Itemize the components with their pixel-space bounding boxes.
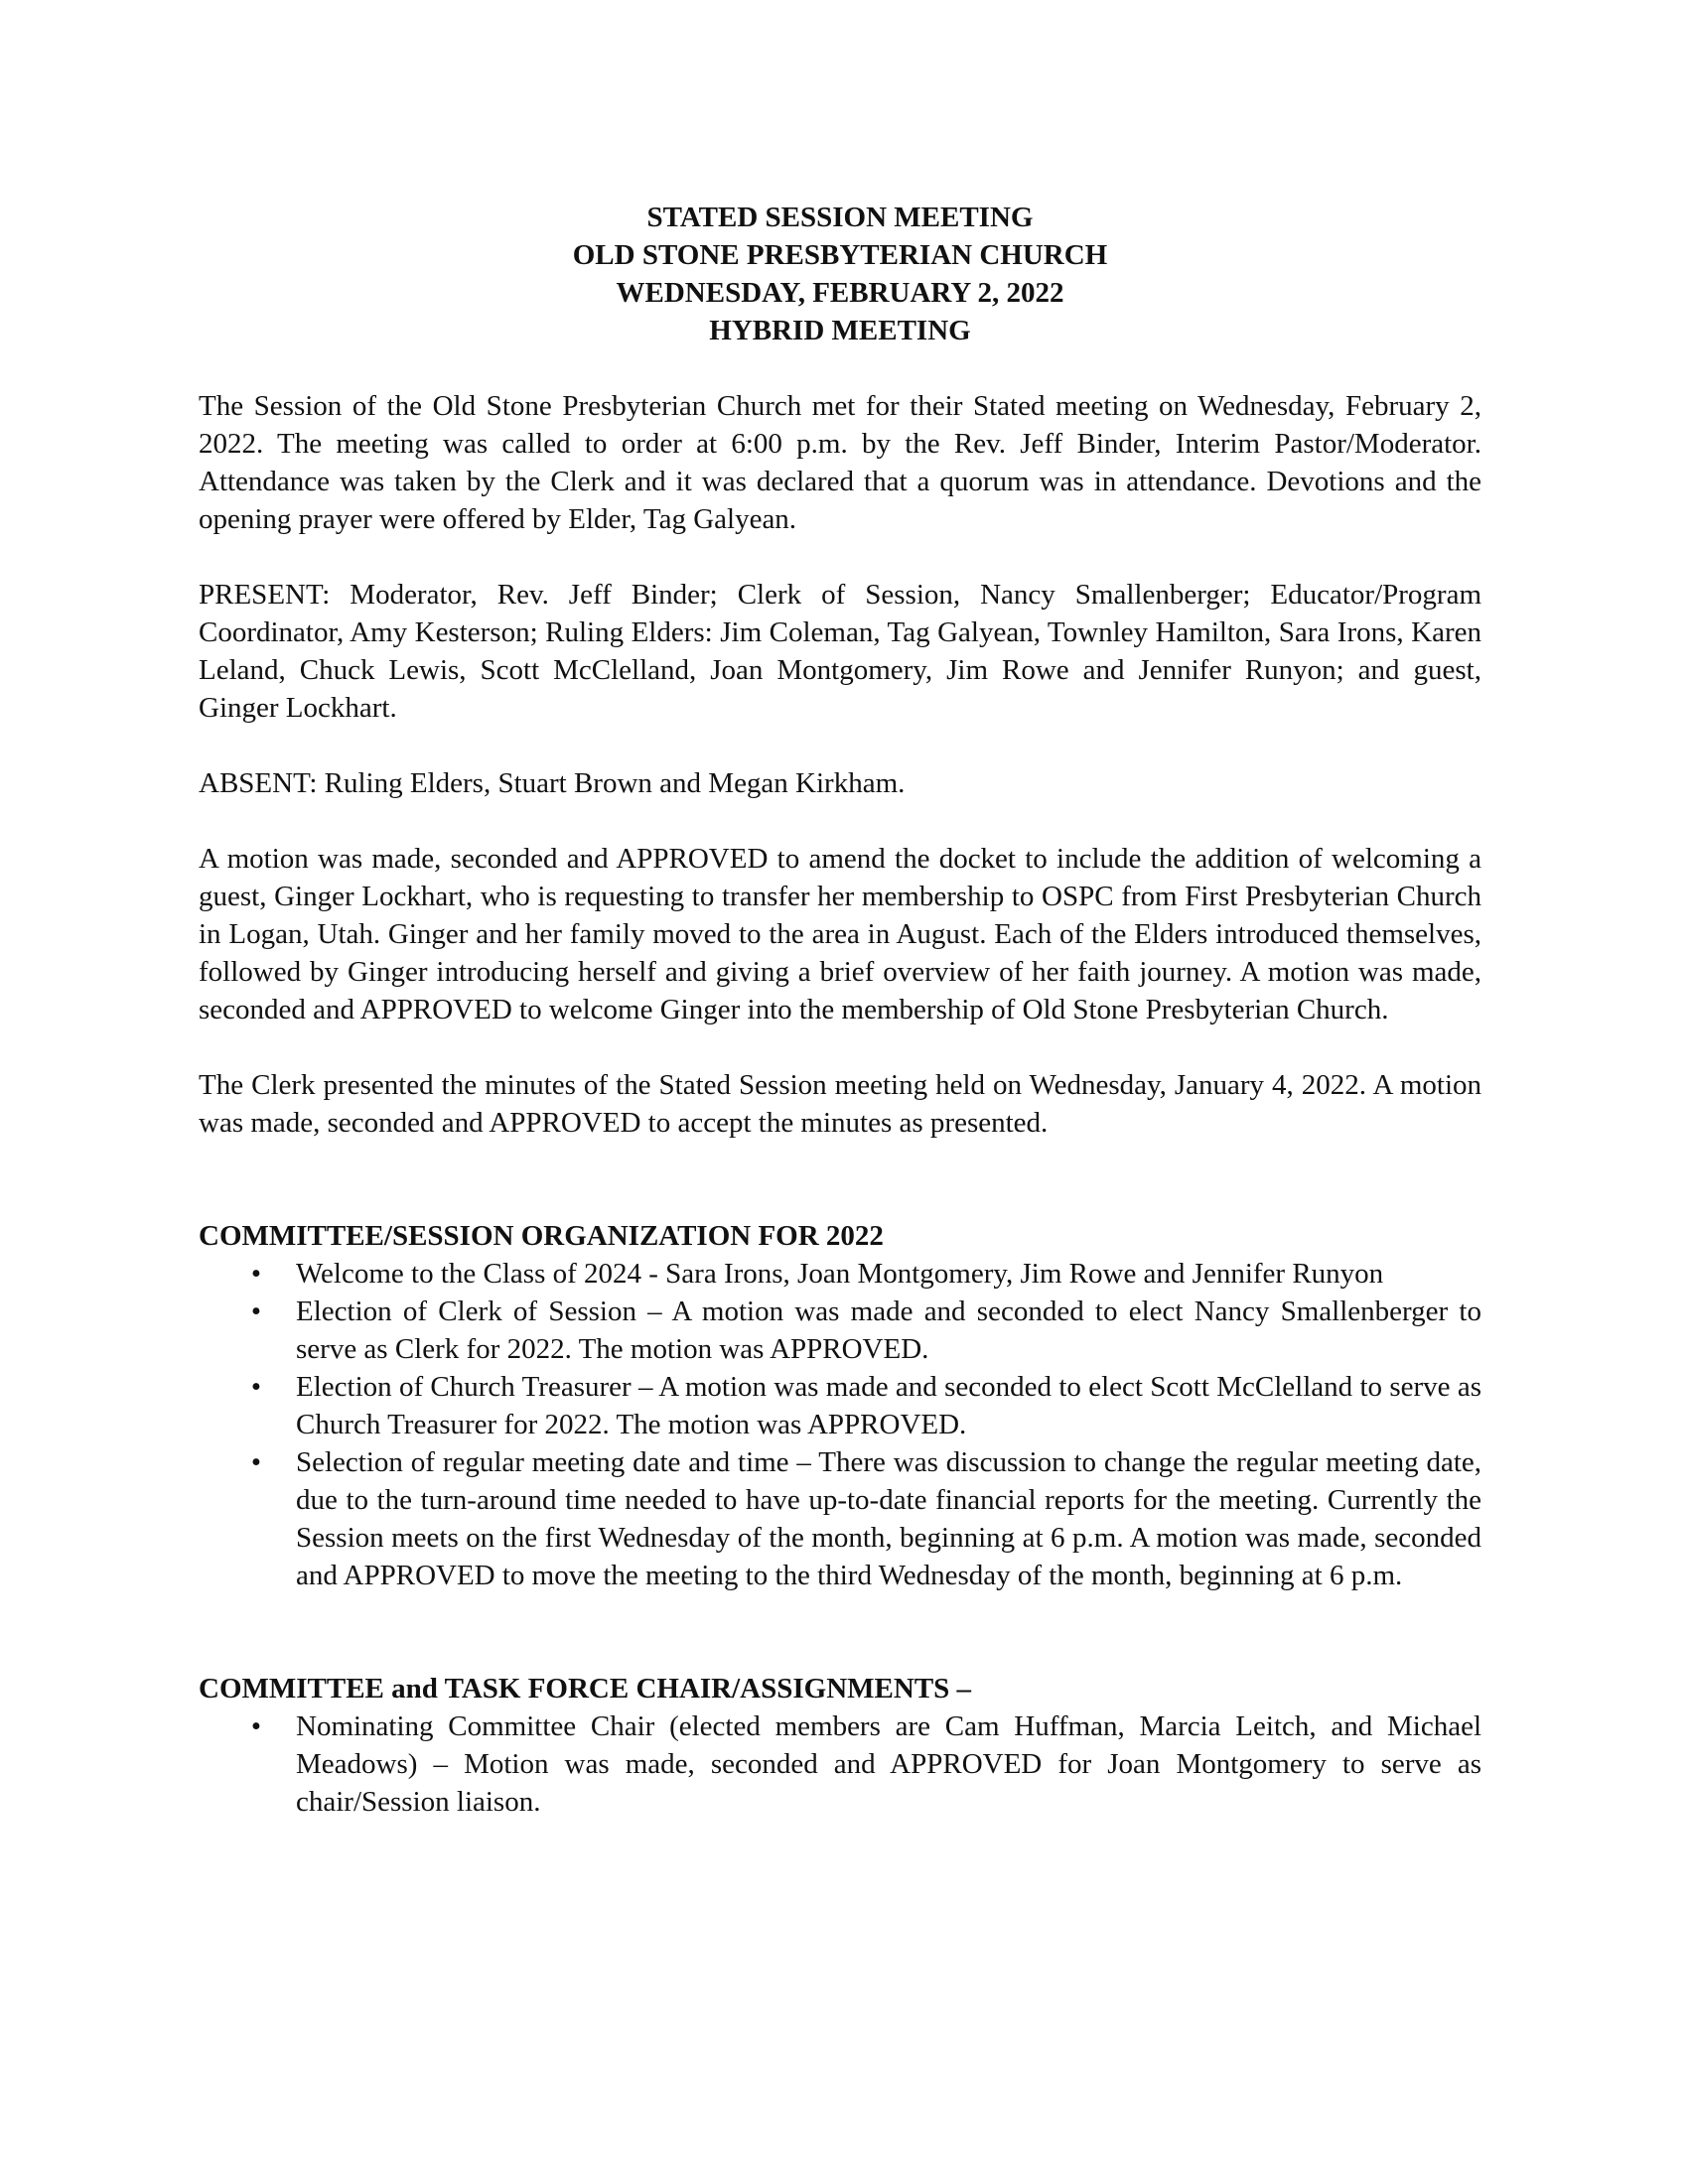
paragraph-call-to-order: The Session of the Old Stone Presbyterian Church met for their Stated meeting on Wednesday, February 2, 2022. The meeting was called to order at 6:00 p.m. by the Rev. Jeff Binder, Interim Pastor/Moderator. Attendance was taken by the Clerk and it was declared that a quorum was in attendance. Devotions and the opening prayer were offered by Elder, Tag Galyean. xyxy=(199,390,1481,535)
document-page xyxy=(199,199,1481,1821)
title-meeting-type: STATED SESSION MEETING xyxy=(646,202,1034,233)
title-church-name: OLD STONE PRESBYTERIAN CHURCH xyxy=(572,239,1108,271)
bullet-icon: • xyxy=(250,1296,262,1327)
list-item-text: Selection of regular meeting date and time – There was discussion to change the regular meeting date, due to the turn-around time needed to have up-to-date financial reports for the meeting. Currently the Session meets on the first Wednesday of the month, beginning at 6 p.m. A motion was made, seconded and APPROVED to move the meeting to the third Wednesday of the month, beginning at 6 p.m. xyxy=(296,1446,1481,1591)
list-item xyxy=(199,1368,1481,1443)
list-item xyxy=(199,1443,1481,1594)
bullet-icon: • xyxy=(250,1371,262,1403)
title-meeting-date: WEDNESDAY, FEBRUARY 2, 2022 xyxy=(616,277,1064,309)
bullet-icon: • xyxy=(250,1710,262,1742)
paragraph-present: PRESENT: Moderator, Rev. Jeff Binder; Clerk of Session, Nancy Smallenberger; Educator/Program Coordinator, Amy Kesterson; Ruling Elders: Jim Coleman, Tag Galyean, Townley Hamilton, Sara Irons, Karen Leland, Chuck Lewis, Scott McClelland, Joan Montgomery, Jim Rowe and Jennifer Runyon; and guest, Ginger Lockhart. xyxy=(199,579,1481,724)
organization-bullet-list xyxy=(199,1255,1481,1594)
list-item xyxy=(199,1707,1481,1821)
list-item-text: Election of Church Treasurer – A motion was made and seconded to elect Scott McClelland to serve as Church Treasurer for 2022. The motion was APPROVED. xyxy=(296,1371,1481,1440)
list-item-text: Nominating Committee Chair (elected members are Cam Huffman, Marcia Leitch, and Michael Meadows) – Motion was made, seconded and APPROVED for Joan Montgomery to serve as chair/Session liaison. xyxy=(296,1710,1481,1818)
assignments-bullet-list xyxy=(199,1707,1481,1821)
paragraph-minutes-approval: The Clerk presented the minutes of the Stated Session meeting held on Wednesday, January 4, 2022. A motion was made, seconded and APPROVED to accept the minutes as presented. xyxy=(199,1069,1481,1139)
list-item xyxy=(199,1293,1481,1368)
list-item-text: Election of Clerk of Session – A motion was made and seconded to elect Nancy Smallenberger to serve as Clerk for 2022. The motion was APPROVED. xyxy=(296,1296,1481,1365)
list-item-text: Welcome to the Class of 2024 - Sara Irons, Joan Montgomery, Jim Rowe and Jennifer Runyon xyxy=(296,1258,1384,1290)
section-heading-assignments: COMMITTEE and TASK FORCE CHAIR/ASSIGNMENTS – xyxy=(199,1673,972,1705)
bullet-icon: • xyxy=(250,1258,262,1290)
bullet-icon: • xyxy=(250,1446,262,1478)
section-heading-organization: COMMITTEE/SESSION ORGANIZATION FOR 2022 xyxy=(199,1220,884,1252)
document-title-block xyxy=(199,199,1481,349)
title-meeting-format: HYBRID MEETING xyxy=(709,315,971,346)
paragraph-guest-welcome: A motion was made, seconded and APPROVED to amend the docket to include the addition of welcoming a guest, Ginger Lockhart, who is requesting to transfer her membership to OSPC from First Presbyterian Church in Logan, Utah. Ginger and her family moved to the area in August. Each of the Elders introduced themselves, followed by Ginger introducing herself and giving a brief overview of her faith journey. A motion was made, seconded and APPROVED to welcome Ginger into the membership of Old Stone Presbyterian Church. xyxy=(199,843,1481,1025)
paragraph-absent: ABSENT: Ruling Elders, Stuart Brown and Megan Kirkham. xyxy=(199,767,906,799)
list-item xyxy=(199,1255,1481,1293)
